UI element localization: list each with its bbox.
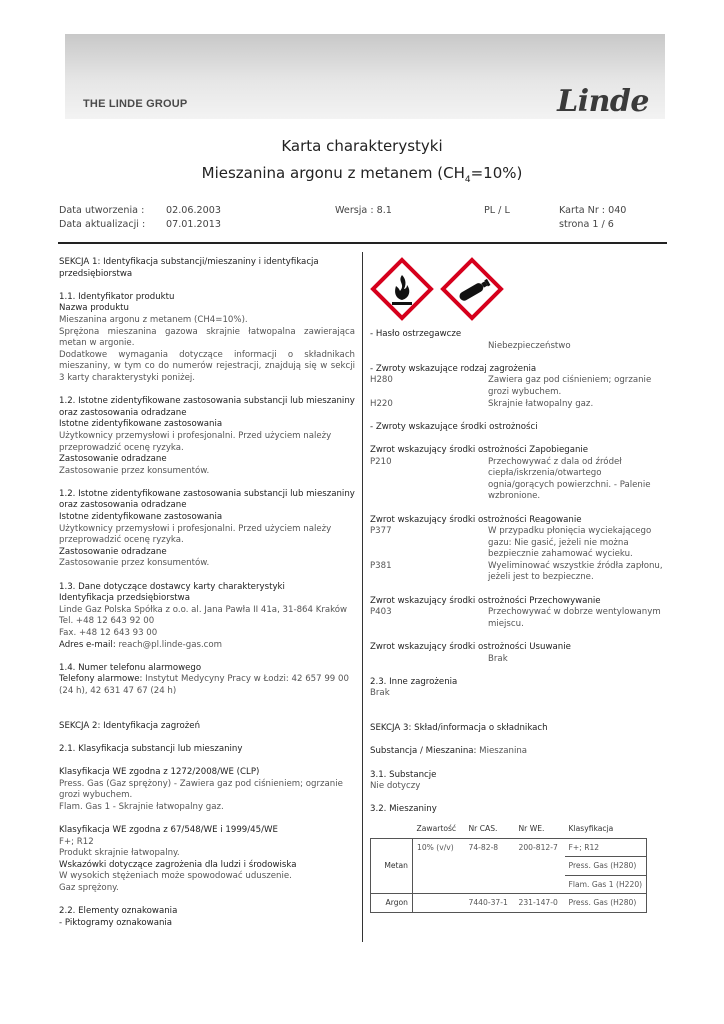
- metan-content: 10% (v/v): [413, 838, 465, 857]
- group-name: THE LINDE GROUP: [83, 98, 188, 110]
- section-1-2a-heading-cont: oraz zastosowania odradzane: [59, 407, 187, 418]
- product-title-post: =10%): [470, 164, 523, 182]
- col-cas-header: Nr CAS.: [465, 820, 515, 838]
- p403-text: Przechowywać w dobrze wentylowanym miejscu.: [488, 607, 661, 629]
- p381-text: Wyeliminować wszystkie źródła zapłonu, jeżeli jest to bezpieczne.: [488, 560, 663, 583]
- email-label: Adres e-mail:: [59, 639, 119, 650]
- section-1-3-heading: 1.3. Dane dotyczące dostawcy karty charakterystyki: [59, 581, 285, 592]
- argon-name: Argon: [371, 894, 413, 913]
- table-row: [371, 857, 647, 876]
- other-hazards-text: Brak: [370, 688, 390, 699]
- we-classification-heading: Klasyfikacja WE zgodna z 67/548/WE i 1999/45/WE: [59, 825, 278, 836]
- hazard-hints-label: Wskazówki dotyczące zagrożenia dla ludzi i środowiska: [59, 859, 297, 870]
- metan-we: 200-812-7: [515, 838, 565, 857]
- updated-value: 07.01.2013: [166, 219, 221, 230]
- section-2-1-heading: 2.1. Klasyfikacja substancji lub mieszaniny: [59, 743, 243, 754]
- p210-code: P210: [370, 456, 392, 467]
- company-fax: Fax. +48 12 643 93 00: [59, 628, 158, 638]
- section-1-heading: SEKCJA 1: Identyfikacja substancji/mieszaniny i identyfikacja: [59, 257, 319, 267]
- section-3-1-heading: 3.1. Substancje: [370, 769, 437, 780]
- p377-code: P377: [370, 526, 392, 537]
- linde-logo: Linde: [557, 84, 649, 119]
- emergency-phone-line: [59, 674, 355, 697]
- uses-advised-against-text-2: Zastosowanie przez konsumentów.: [59, 558, 210, 569]
- product-title-sub: 4: [464, 175, 471, 185]
- precaution-p210: [370, 457, 668, 503]
- hazard-pictograms: [370, 257, 668, 325]
- uses-advised-against-label-2: Zastosowanie odradzane: [59, 546, 167, 557]
- product-name-text: Mieszanina argonu z metanem (CH4=10%).: [59, 314, 248, 325]
- email-link[interactable]: reach@pl.linde-gas.com: [118, 639, 223, 650]
- version: Wersja : 8.1: [335, 205, 392, 216]
- metan-cas: 74-82-8: [465, 838, 515, 857]
- precaution-p381: [370, 561, 668, 584]
- col-class-header: Klasyfikacja: [565, 820, 647, 838]
- product-title: [0, 164, 724, 185]
- mixture-table: [370, 820, 647, 913]
- section-3-2-heading: 3.2. Mieszaniny: [370, 804, 437, 815]
- emergency-phone-text: Instytut Medycyny Pracy w Łodzi: 42 657 99 00 (24 h), 42 631 47 67 (24 h): [59, 674, 349, 696]
- pictograms-label: - Piktogramy oznakowania: [59, 917, 173, 928]
- col-content-header: Zawartość: [413, 820, 465, 838]
- section-3-heading: SEKCJA 3: Skład/informacja o składnikach: [370, 723, 548, 734]
- metan-class-3: Flam. Gas 1 (H220): [565, 875, 647, 894]
- product-description: Sprężona mieszanina gazowa skrajnie łatwopalna zawierająca metan w argonie.: [59, 326, 355, 349]
- product-name-label: Nazwa produktu: [59, 303, 129, 314]
- h220-text: Skrajnie łatwopalny gaz.: [488, 398, 594, 409]
- precaution-p377: [370, 526, 668, 561]
- substances-text: Nie dotyczy: [370, 781, 421, 792]
- company-address: Linde Gaz Polska Spółka z o.o. al. Jana Pawła II 41a, 31-864 Kraków: [59, 604, 348, 615]
- created-value: 02.06.2003: [166, 205, 221, 216]
- product-additional-info: Dodatkowe wymagania dotyczące informacji o składnikach mieszaniny, w tym co do numerów rejestracji, znajdują się w sekcji 3 karty charakterystyki poniżej.: [59, 349, 355, 383]
- created-label: Data utworzenia :: [59, 205, 145, 216]
- identified-uses-label-2: Istotne zidentyfikowane zastosowania: [59, 512, 223, 523]
- disposal-heading: Zwrot wskazujący środki ostrożności Usuwanie: [370, 642, 571, 653]
- p381-code: P381: [370, 560, 392, 571]
- clp-flam-gas: Flam. Gas 1 - Skrajnie łatwopalny gaz.: [59, 801, 224, 812]
- prevention-heading: Zwrot wskazujący środki ostrożności Zapobieganie: [370, 444, 589, 455]
- right-column: [370, 257, 668, 913]
- section-1-heading-cont: przedsiębiorstwa: [59, 268, 133, 279]
- substance-mixture-value: Mieszanina: [479, 746, 528, 757]
- section-2-heading: SEKCJA 2: Identyfikacja zagrożeń: [59, 720, 201, 731]
- header-banner: [65, 34, 665, 119]
- clp-press-gas: Press. Gas (Gaz sprężony) - Zawiera gaz pod ciśnieniem; ogrzanie grozi wybuchem.: [59, 778, 343, 801]
- metan-class-1: F+; R12: [565, 838, 647, 857]
- section-1-2b-heading-cont: oraz zastosowania odradzane: [59, 500, 187, 511]
- company-email-line: [59, 640, 355, 652]
- uses-advised-against-text: Zastosowanie przez konsumentów.: [59, 465, 210, 476]
- metan-class-2: Press. Gas (H280): [565, 857, 647, 876]
- section-1-2a-heading: 1.2. Istotne zidentyfikowane zastosowania substancji lub mieszaniny: [59, 396, 355, 407]
- col-we-header: Nr WE.: [515, 820, 565, 838]
- hazard-statements-heading: - Zwroty wskazujące rodzaj zagrożenia: [370, 363, 537, 374]
- gas-cylinder-pictogram-icon: [440, 257, 504, 321]
- p403-code: P403: [370, 607, 392, 618]
- metan-name: Metan: [371, 838, 413, 894]
- substance-mixture-label: Substancja / Mieszanina:: [370, 746, 480, 757]
- table-header-row: [371, 820, 647, 838]
- header-rule: [58, 242, 667, 244]
- hazard-hint-2: Gaz sprężony.: [59, 883, 119, 894]
- p377-text: W przypadku płonięcia wyciekającego gazu: Nie gasić, jeżeli nie można bezpiecznie zahamować wycieku.: [488, 526, 652, 560]
- signal-word-heading: - Hasło ostrzegawcze: [370, 329, 462, 339]
- updated-label: Data aktualizacji :: [59, 219, 146, 230]
- hazard-h220: [370, 399, 668, 411]
- flame-pictogram-icon: [370, 257, 434, 321]
- table-row: [371, 875, 647, 894]
- company-phone: Tel. +48 12 643 92 00: [59, 616, 155, 627]
- argon-cas: 7440-37-1: [465, 894, 515, 913]
- clp-classification-heading: Klasyfikacja WE zgodna z 1272/2008/WE (CLP): [59, 767, 260, 778]
- substance-mixture-line: [370, 746, 668, 758]
- argon-we: 231-147-0: [515, 894, 565, 913]
- argon-class: Press. Gas (H280): [565, 894, 647, 913]
- hazard-hint-1: W wysokich stężeniach może spowodować uduszenie.: [59, 871, 292, 882]
- we-description: Produkt skrajnie łatwopalny.: [59, 848, 180, 859]
- table-row: [371, 894, 647, 913]
- section-2-2-heading: 2.2. Elementy oznakowania: [59, 906, 178, 917]
- section-1-1-heading: 1.1. Identyfikator produktu: [59, 291, 175, 302]
- h220-code: H220: [370, 398, 393, 409]
- left-column: [59, 257, 355, 929]
- we-risk-phrase: F+; R12: [59, 836, 94, 847]
- product-title-pre: Mieszanina argonu z metanem (CH: [201, 164, 465, 182]
- response-heading: Zwrot wskazujący środki ostrożności Reagowanie: [370, 514, 582, 525]
- page-number: strona 1 / 6: [559, 219, 614, 230]
- emergency-phone-label: Telefony alarmowe:: [59, 674, 146, 685]
- column-divider: [362, 252, 363, 942]
- section-1-2b-heading: 1.2. Istotne zidentyfikowane zastosowania substancji lub mieszaniny: [59, 488, 355, 499]
- document-title: Karta charakterystyki: [281, 137, 443, 155]
- uses-advised-against-label: Zastosowanie odradzane: [59, 454, 167, 465]
- table-row: [371, 838, 647, 857]
- sheet-number: Karta Nr : 040: [559, 205, 627, 216]
- identified-uses-text-2: Użytkownicy przemysłowi i profesjonalni. Przed użyciem należy przeprowadzić ocenę ryzyka.: [59, 523, 332, 546]
- signal-word: Niebezpieczeństwo: [488, 340, 571, 351]
- p210-text: Przechowywać z dala od źródeł ciepła/iskrzenia/otwartego ognia/gorących powierzchni. - Palenie wzbronione.: [488, 456, 651, 502]
- language: PL / L: [484, 205, 510, 216]
- disposal-value: Brak: [488, 653, 508, 664]
- h280-code: H280: [370, 375, 393, 386]
- precautionary-heading: - Zwroty wskazujące środki ostrożności: [370, 421, 538, 432]
- hazard-h280: [370, 375, 668, 398]
- identified-uses-text: Użytkownicy przemysłowi i profesjonalni. Przed użyciem należy przeprowadzić ocenę ryzyka.: [59, 430, 332, 453]
- precaution-p403: [370, 607, 668, 630]
- storage-heading: Zwrot wskazujący środki ostrożności Przechowywanie: [370, 595, 601, 606]
- company-identification-label: Identyfikacja przedsiębiorstwa: [59, 593, 190, 604]
- h280-text: Zawiera gaz pod ciśnieniem; ogrzanie grozi wybuchem.: [488, 375, 652, 397]
- identified-uses-label: Istotne zidentyfikowane zastosowania: [59, 419, 223, 430]
- section-2-3-heading: 2.3. Inne zagrożenia: [370, 676, 458, 687]
- section-1-4-heading: 1.4. Numer telefonu alarmowego: [59, 662, 202, 673]
